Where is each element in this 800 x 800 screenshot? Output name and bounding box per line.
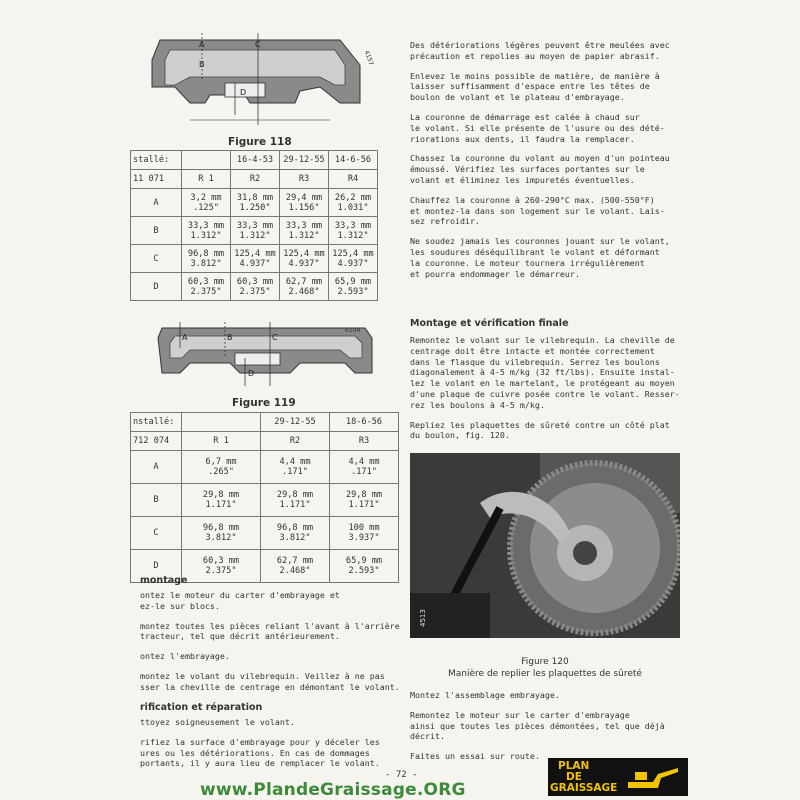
table-header-row xyxy=(131,413,399,432)
left-paragraph-4: montez le volant du vilebrequin. Veillez à ne pas sser la cheville de centrage en démontant le volant. xyxy=(140,670,400,692)
table-cell: 33,3 mm 1.312" xyxy=(182,217,231,245)
table-subheader-cell: 11 071 xyxy=(131,170,182,189)
figure-120-caption: Figure 120 xyxy=(521,657,569,667)
right-after-paragraph-1: Montez l'assemblage embrayage. xyxy=(410,690,560,700)
heading-montage: montage xyxy=(140,575,188,586)
right-final-paragraph: Remontez le volant sur le vilebrequin. La cheville de centrage doit être intacte et montée correctement dans le flasque du vilebrequin. Serrez les boulons diagonalement à 4-5 m/kg (32 ft/lbs). Ensuite instal- lez le volant en le martelant, le protégeant au moyen d'une plaque de cuivre posée contre le volant. Resser- rez les boulons à 4-5 m/kg. xyxy=(410,335,680,410)
figure-119-caption: Figure 119 xyxy=(232,397,296,409)
fig118-label-d: D xyxy=(240,88,247,97)
right-paragraphs xyxy=(410,40,695,288)
fig118-label-c: C xyxy=(255,40,261,49)
logo-text-3: GRAISSAGE xyxy=(550,782,618,794)
table-cell: 125,4 mm 4.937" xyxy=(231,245,280,273)
table-row xyxy=(131,273,378,301)
logo-text-2: DE xyxy=(566,771,582,783)
right-plate-paragraph: Repliez les plaquettes de sûreté contre un côté plat du boulon, fig. 120. xyxy=(410,419,670,441)
table-cell: 6,7 mm .265" xyxy=(182,451,261,484)
left-paragraph-1: ontez le moteur du carter d'embrayage et ez-le sur blocs. xyxy=(140,590,340,611)
heading-montage-final: Montage et vérification finale xyxy=(410,318,569,329)
fig118-label-b: B xyxy=(199,60,205,69)
table-subheader-cell: R 1 xyxy=(182,170,231,189)
row-label: B xyxy=(131,484,182,517)
table-header-cell: 18-6-56 xyxy=(330,413,399,432)
table-cell: 96,8 mm 3.812" xyxy=(261,517,330,550)
table-cell: 96,8 mm 3.812" xyxy=(182,517,261,550)
table-header-cell: 14-6-56 xyxy=(329,151,378,170)
table-header-cell xyxy=(182,413,261,432)
table-cell: 65,9 mm 2.593" xyxy=(330,550,399,583)
table-header-cell: stallé: xyxy=(131,151,182,170)
row-label: A xyxy=(131,451,182,484)
figure-118-caption: Figure 118 xyxy=(228,136,292,148)
table-cell: 33,3 mm 1.312" xyxy=(280,217,329,245)
table-cell: 125,4 mm 4.937" xyxy=(329,245,378,273)
fig119-label-b: B xyxy=(227,333,233,342)
table-header-cell: 29-12-55 xyxy=(261,413,330,432)
page-number: - 72 - xyxy=(385,770,418,780)
table-cell: 100 mm 3.937" xyxy=(330,517,399,550)
table-row xyxy=(131,451,399,484)
fig119-label-d: D xyxy=(248,369,255,378)
table-cell: 33,3 mm 1.312" xyxy=(231,217,280,245)
table-cell: 62,7 mm 2.468" xyxy=(261,550,330,583)
table-cell: 33,3 mm 1.312" xyxy=(329,217,378,245)
figure-118-flywheel-section xyxy=(130,25,380,133)
table-header-cell: nstallé: xyxy=(131,413,182,432)
table-subheader-cell: R3 xyxy=(280,170,329,189)
heading-verification: rification et réparation xyxy=(140,702,263,713)
table-cell: 3,2 mm .125" xyxy=(182,189,231,217)
right-paragraph: Des détériorations légères peuvent être meulées avec précaution et repolies au moyen de papier abrasif. xyxy=(410,40,670,61)
fig118-label-a: A xyxy=(199,40,205,49)
table-subheader-cell: R3 xyxy=(330,432,399,451)
figure-119-flywheel-section xyxy=(150,318,380,390)
table-subheader-cell: R4 xyxy=(329,170,378,189)
table-row xyxy=(131,484,399,517)
table-row xyxy=(131,245,378,273)
left-paragraph-2: montez toutes les pièces reliant l'avant à l'arrière tracteur, tel que décrit antérieurement. xyxy=(140,620,400,642)
table-subheader-cell: 712 074 xyxy=(131,432,182,451)
right-paragraph: Chassez la couronne du volant au moyen d'un pointeau émoussé. Vérifiez les surfaces portantes sur le volant et éliminez les impuretés éventuelles. xyxy=(410,153,670,185)
row-label: A xyxy=(131,189,182,217)
table-cell: 31,8 mm 1.250" xyxy=(231,189,280,217)
table-cell: 60,3 mm 2.375" xyxy=(182,550,261,583)
table-cell: 29,8 mm 1.171" xyxy=(330,484,399,517)
table-header-cell xyxy=(182,151,231,170)
spec-table-119 xyxy=(130,412,399,583)
watermark-url: www.PlandeGraissage.ORG xyxy=(200,780,466,800)
table-header-row xyxy=(131,151,378,170)
row-label: D xyxy=(131,550,182,583)
table-header-cell: 29-12-55 xyxy=(280,151,329,170)
table-cell: 29,4 mm 1.156" xyxy=(280,189,329,217)
table-cell: 96,8 mm 3.812" xyxy=(182,245,231,273)
right-after-paragraph-2: Remontez le moteur sur le carter d'embrayage ainsi que toutes les pièces démontées, tel que déjà décrit. xyxy=(410,709,665,742)
right-paragraph: Enlevez le moins possible de matière, de manière à laisser suffisamment d'espace entre les têtes de boulon de volant et le plateau d'embrayage. xyxy=(410,70,660,103)
left-paragraph-5: ttoyez soigneusement le volant. xyxy=(140,717,295,727)
row-label: C xyxy=(131,245,182,273)
table-subheader-row xyxy=(131,170,378,189)
table-cell: 65,9 mm 2.593" xyxy=(329,273,378,301)
right-paragraph: Ne soudez jamais les couronnes jouant sur le volant, les soudures déséquilibrant le volant et déformant la couronne. Le moteur tournera irrégulièrement et pourra endommager le démarreur. xyxy=(410,236,670,279)
row-label: C xyxy=(131,517,182,550)
table-cell: 125,4 mm 4.937" xyxy=(280,245,329,273)
figure-120-subcaption: Manière de replier les plaquettes de sûreté xyxy=(448,669,642,679)
left-procedure-text xyxy=(140,590,400,702)
table-header-cell: 16-4-53 xyxy=(231,151,280,170)
right-final-text xyxy=(410,335,695,450)
left-paragraph-3: ontez l'embrayage. xyxy=(140,651,230,662)
fig119-stamp: 6104 xyxy=(345,327,361,334)
right-paragraph: La couronne de démarrage est calée à chaud sur le volant. Si elle présente de l'usure ou des dété- riorations aux dents, il faudra la remplacer. xyxy=(410,111,665,144)
table-row xyxy=(131,517,399,550)
table-row xyxy=(131,217,378,245)
table-cell: 62,7 mm 2.468" xyxy=(280,273,329,301)
right-after-paragraph-3: Faites un essai sur route. xyxy=(410,751,540,762)
table-row xyxy=(131,189,378,217)
table-cell: 29,8 mm 1.171" xyxy=(182,484,261,517)
left-paragraph-6: rifiez la surface d'embrayage pour y déceler les ures ou les détériorations. En cas de dommages portants, il y aura lieu de remplacer le volant. xyxy=(140,736,380,769)
logo-text-1: PLAN xyxy=(558,760,590,772)
fig119-label-c: C xyxy=(272,333,278,342)
table-subheader-cell: R2 xyxy=(261,432,330,451)
fig119-label-a: A xyxy=(182,333,188,342)
photo-stamp: 4513 xyxy=(419,609,427,627)
right-paragraph: Chauffez la couronne à 260-290°C max. (500-550°F) et montez-la dans son logement sur le volant. Lais- sez refroidir. xyxy=(410,194,665,227)
plan-de-graissage-logo xyxy=(548,758,688,796)
table-cell: 60,3 mm 2.375" xyxy=(231,273,280,301)
left-verification-text xyxy=(140,717,400,778)
oil-can-icon xyxy=(623,762,683,792)
table-subheader-row xyxy=(131,432,399,451)
table-cell: 29,8 mm 1.171" xyxy=(261,484,330,517)
row-label: B xyxy=(131,217,182,245)
spec-table-118 xyxy=(130,150,378,301)
row-label: D xyxy=(131,273,182,301)
table-cell: 4,4 mm .171" xyxy=(330,451,399,484)
table-cell: 4,4 mm .171" xyxy=(261,451,330,484)
table-subheader-cell: R2 xyxy=(231,170,280,189)
fig118-stamp: 4157 xyxy=(362,49,375,67)
table-subheader-cell: R 1 xyxy=(182,432,261,451)
figure-120-photo xyxy=(410,453,680,638)
table-cell: 60,3 mm 2.375" xyxy=(182,273,231,301)
table-cell: 26,2 mm 1.031" xyxy=(329,189,378,217)
